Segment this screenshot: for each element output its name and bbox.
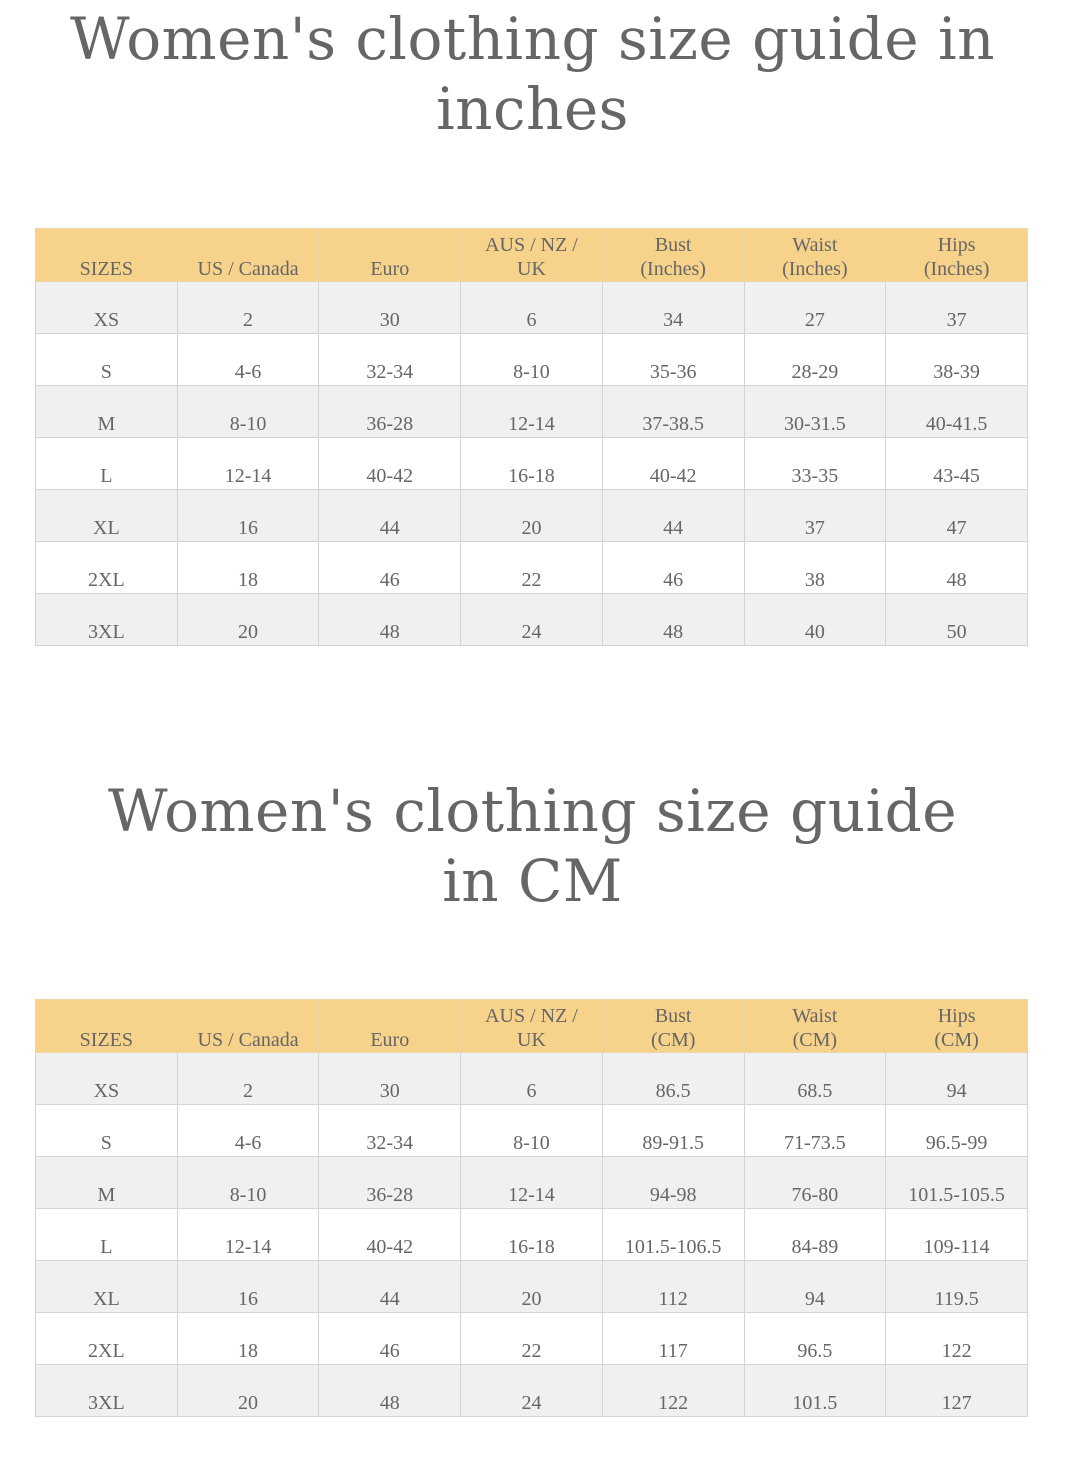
title-line: Women's clothing size guide in	[70, 5, 995, 73]
size-label-cell: XS	[36, 1053, 178, 1105]
header-waist: Waist (CM)	[744, 1000, 886, 1053]
table-cell: 37-38.5	[602, 386, 744, 438]
table-row	[36, 438, 1028, 490]
table-cell: 48	[319, 594, 461, 646]
size-label-cell: M	[36, 1157, 178, 1209]
table-cell: 12-14	[177, 438, 319, 490]
table-body	[36, 1053, 1028, 1417]
table-cell: 2	[177, 1053, 319, 1105]
table-cell: 37	[886, 282, 1028, 334]
table-cell: 24	[461, 1365, 603, 1417]
table-cell: 34	[602, 282, 744, 334]
table-cell: 16-18	[461, 438, 603, 490]
table-header-row	[36, 229, 1028, 282]
size-label-cell: L	[36, 438, 178, 490]
header-hips: Hips (CM)	[886, 1000, 1028, 1053]
table-row	[36, 282, 1028, 334]
table-row	[36, 594, 1028, 646]
table-cell: 96.5-99	[886, 1105, 1028, 1157]
table-cell: 24	[461, 594, 603, 646]
table-cell: 117	[602, 1313, 744, 1365]
page-title-inches	[0, 4, 1065, 144]
table-cell: 48	[319, 1365, 461, 1417]
header-us-canada: US / Canada	[177, 1000, 319, 1053]
table-cell: 16	[177, 1261, 319, 1313]
table-cell: 12-14	[461, 386, 603, 438]
title-line: inches	[436, 75, 629, 143]
size-table-inches	[35, 228, 1028, 646]
size-label-cell: XL	[36, 1261, 178, 1313]
table-cell: 38-39	[886, 334, 1028, 386]
table-cell: 101.5-105.5	[886, 1157, 1028, 1209]
table-cell: 20	[461, 1261, 603, 1313]
table-row	[36, 386, 1028, 438]
table-cell: 22	[461, 542, 603, 594]
table-cell: 94	[886, 1053, 1028, 1105]
table-cell: 127	[886, 1365, 1028, 1417]
table-cell: 20	[177, 594, 319, 646]
size-label-cell: 2XL	[36, 1313, 178, 1365]
title-line: Women's clothing size guide	[107, 777, 958, 845]
table-cell: 89-91.5	[602, 1105, 744, 1157]
header-waist: Waist (Inches)	[744, 229, 886, 282]
table-header-row	[36, 1000, 1028, 1053]
table-body	[36, 282, 1028, 646]
table-cell: 30	[319, 1053, 461, 1105]
table-cell: 8-10	[177, 1157, 319, 1209]
size-table-cm	[35, 999, 1028, 1417]
header-euro: Euro	[319, 1000, 461, 1053]
table-cell: 16	[177, 490, 319, 542]
table-cell: 20	[461, 490, 603, 542]
table-cell: 20	[177, 1365, 319, 1417]
table-row	[36, 334, 1028, 386]
header-bust: Bust (Inches)	[602, 229, 744, 282]
table-cell: 16-18	[461, 1209, 603, 1261]
table-cell: 46	[319, 1313, 461, 1365]
table-cell: 47	[886, 490, 1028, 542]
size-label-cell: S	[36, 1105, 178, 1157]
table-cell: 40-42	[319, 1209, 461, 1261]
page-title-cm	[0, 776, 1065, 916]
table-cell: 18	[177, 1313, 319, 1365]
table-cell: 94-98	[602, 1157, 744, 1209]
title-line: in CM	[442, 847, 623, 915]
table-cell: 44	[319, 490, 461, 542]
table-cell: 44	[602, 490, 744, 542]
table-cell: 48	[602, 594, 744, 646]
header-sizes: SIZES	[36, 1000, 178, 1053]
size-label-cell: M	[36, 386, 178, 438]
table-cell: 36-28	[319, 386, 461, 438]
table-cell: 40-42	[602, 438, 744, 490]
table-cell: 50	[886, 594, 1028, 646]
table-cell: 4-6	[177, 1105, 319, 1157]
header-aus-nz-uk: AUS / NZ / UK	[461, 1000, 603, 1053]
size-label-cell: 3XL	[36, 1365, 178, 1417]
table-cell: 84-89	[744, 1209, 886, 1261]
table-cell: 37	[744, 490, 886, 542]
table-cell: 119.5	[886, 1261, 1028, 1313]
table-cell: 109-114	[886, 1209, 1028, 1261]
table-cell: 8-10	[461, 1105, 603, 1157]
table-cell: 71-73.5	[744, 1105, 886, 1157]
table-cell: 18	[177, 542, 319, 594]
table-cell: 12-14	[461, 1157, 603, 1209]
table-cell: 101.5	[744, 1365, 886, 1417]
table-cell: 46	[319, 542, 461, 594]
table-row	[36, 1365, 1028, 1417]
table-cell: 122	[886, 1313, 1028, 1365]
size-label-cell: 2XL	[36, 542, 178, 594]
table-cell: 22	[461, 1313, 603, 1365]
table-cell: 33-35	[744, 438, 886, 490]
header-us-canada: US / Canada	[177, 229, 319, 282]
table-cell: 6	[461, 1053, 603, 1105]
table-cell: 36-28	[319, 1157, 461, 1209]
table-cell: 4-6	[177, 334, 319, 386]
table-cell: 12-14	[177, 1209, 319, 1261]
table-cell: 40-41.5	[886, 386, 1028, 438]
table-cell: 30	[319, 282, 461, 334]
table-row	[36, 1157, 1028, 1209]
table-cell: 40-42	[319, 438, 461, 490]
table-cell: 6	[461, 282, 603, 334]
table-cell: 2	[177, 282, 319, 334]
table-cell: 38	[744, 542, 886, 594]
table-row	[36, 490, 1028, 542]
table-row	[36, 1261, 1028, 1313]
header-bust: Bust (CM)	[602, 1000, 744, 1053]
table-cell: 30-31.5	[744, 386, 886, 438]
table-cell: 28-29	[744, 334, 886, 386]
header-euro: Euro	[319, 229, 461, 282]
table-cell: 27	[744, 282, 886, 334]
table-cell: 112	[602, 1261, 744, 1313]
table-cell: 44	[319, 1261, 461, 1313]
table-cell: 32-34	[319, 334, 461, 386]
table-cell: 101.5-106.5	[602, 1209, 744, 1261]
table-row	[36, 1313, 1028, 1365]
size-label-cell: XS	[36, 282, 178, 334]
table-cell: 32-34	[319, 1105, 461, 1157]
size-label-cell: L	[36, 1209, 178, 1261]
table-row	[36, 1209, 1028, 1261]
table-cell: 48	[886, 542, 1028, 594]
table-row	[36, 542, 1028, 594]
table-row	[36, 1105, 1028, 1157]
header-sizes: SIZES	[36, 229, 178, 282]
size-label-cell: 3XL	[36, 594, 178, 646]
header-aus-nz-uk: AUS / NZ / UK	[461, 229, 603, 282]
size-label-cell: S	[36, 334, 178, 386]
table-cell: 43-45	[886, 438, 1028, 490]
size-label-cell: XL	[36, 490, 178, 542]
table-cell: 76-80	[744, 1157, 886, 1209]
table-row	[36, 1053, 1028, 1105]
table-cell: 40	[744, 594, 886, 646]
table-cell: 8-10	[461, 334, 603, 386]
table-cell: 68.5	[744, 1053, 886, 1105]
header-hips: Hips (Inches)	[886, 229, 1028, 282]
table-cell: 8-10	[177, 386, 319, 438]
table-cell: 94	[744, 1261, 886, 1313]
table-cell: 86.5	[602, 1053, 744, 1105]
table-cell: 96.5	[744, 1313, 886, 1365]
table-cell: 46	[602, 542, 744, 594]
table-cell: 122	[602, 1365, 744, 1417]
table-cell: 35-36	[602, 334, 744, 386]
